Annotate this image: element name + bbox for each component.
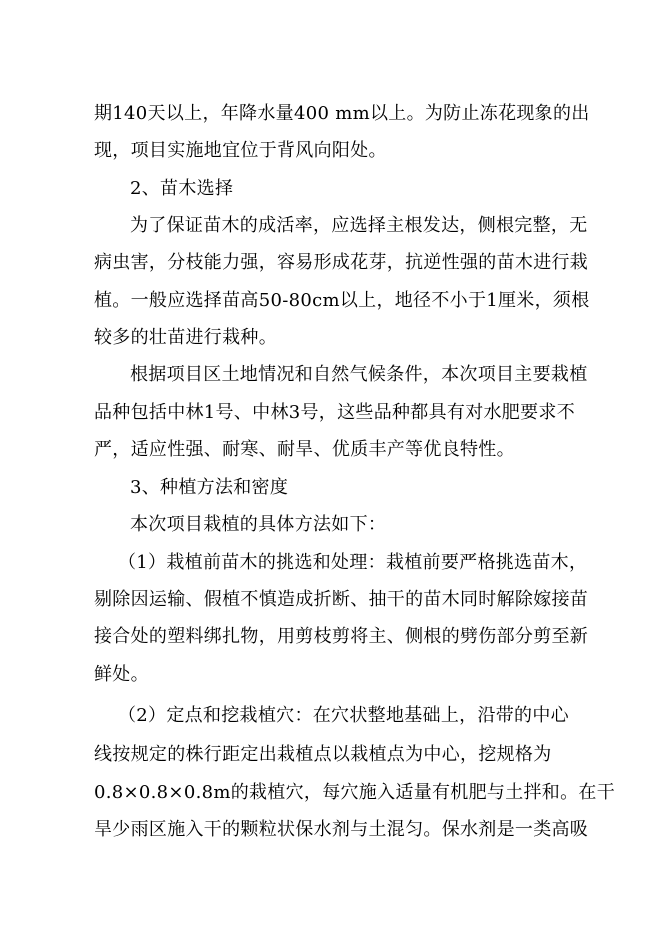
text-line: （1）栽植前苗木的挑选和处理：栽植前要严格挑选苗木， xyxy=(118,552,588,573)
text-line: 为了保证苗木的成活率，应选择主根发达，侧根完整，无 xyxy=(130,215,588,236)
text-line: 鲜处。 xyxy=(94,664,149,685)
text-line: 根据项目区土地情况和自然气候条件，本次项目主要栽植 xyxy=(130,364,588,385)
text-line: 0.8×0.8×0.8m的栽植穴，每穴施入适量有机肥与土拌和。在干 xyxy=(94,782,616,803)
text-line: 本次项目栽植的具体方法如下： xyxy=(130,514,387,535)
section-heading: 2、苗木选择 xyxy=(130,178,234,199)
section-heading: 3、种植方法和密度 xyxy=(130,477,289,498)
text-line: 期140天以上，年降水量400 mm以上。为防止冻花现象的出 xyxy=(94,103,590,124)
text-line: 旱少雨区施入干的颗粒状保水剂与土混匀。保水剂是一类高吸 xyxy=(94,819,589,840)
text-line: 病虫害，分枝能力强，容易形成花芽，抗逆性强的苗木进行栽 xyxy=(94,252,589,273)
text-line: 现，项目实施地宜位于背风向阳处。 xyxy=(94,140,387,161)
text-line: 植。一般应选择苗高50-80cm以上，地径不小于1厘米，须根 xyxy=(94,290,590,311)
text-line: 接合处的塑料绑扎物，用剪枝剪将主、侧根的劈伤部分剪至新 xyxy=(94,626,589,647)
text-line: 剔除因运输、假植不慎造成折断、抽干的苗木同时解除嫁接苗 xyxy=(94,589,589,610)
text-line: 严，适应性强、耐寒、耐旱、优质丰产等优良特性。 xyxy=(94,439,515,460)
text-line: 线按规定的株行距定出栽植点以栽植点为中心，挖规格为 xyxy=(94,744,552,765)
text-line: 品种包括中林1号、中林3号，这些品种都具有对水肥要求不 xyxy=(94,402,576,423)
text-line: （2）定点和挖栽植穴：在穴状整地基础上，沿带的中心 xyxy=(118,705,569,726)
text-line: 较多的壮苗进行栽种。 xyxy=(94,327,277,348)
